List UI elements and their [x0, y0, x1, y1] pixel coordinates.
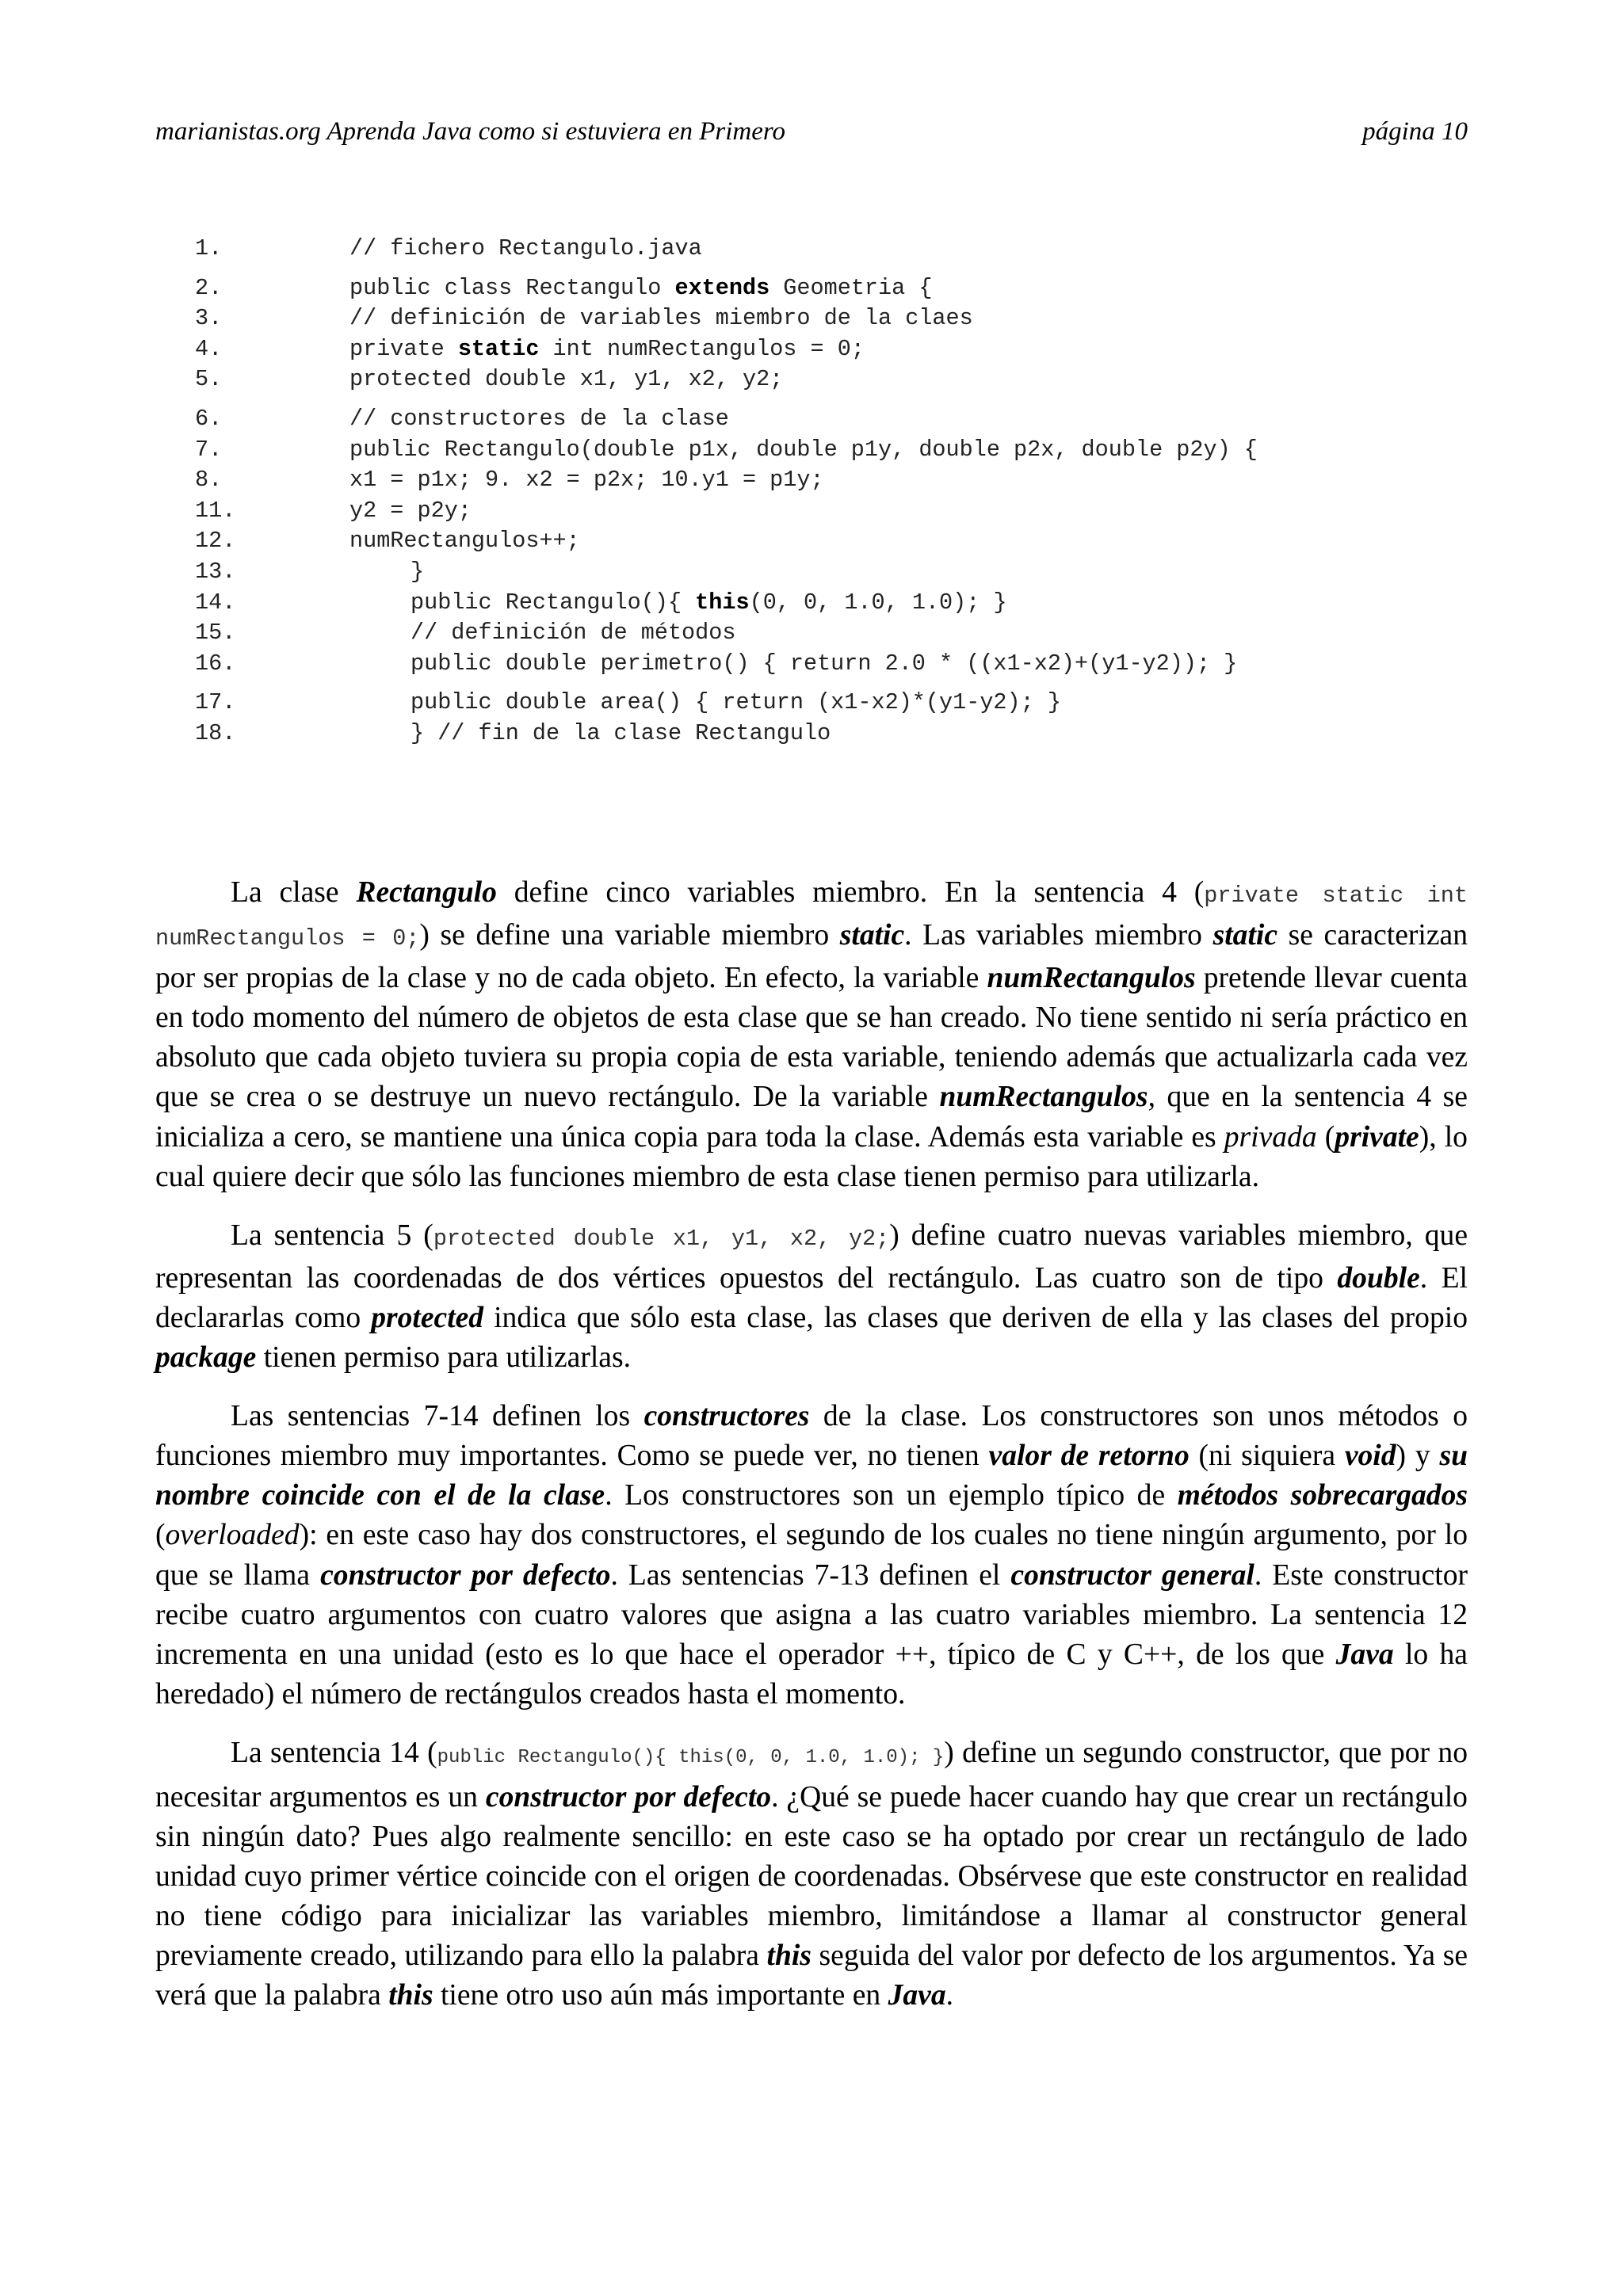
code-keyword: this [695, 589, 750, 616]
code-line-number: 8. [195, 467, 223, 494]
inline-code: public Rectangulo(){ this(0, 0, 1.0, 1.0); } [437, 1746, 945, 1768]
emphasis-term: private [1335, 1120, 1419, 1154]
text-run: pretende llevar cuenta en todo momento del número de objetos de esta clase que se han creado. No tiene sentido ni sería práctico en absoluto que cada objeto tuviera su propia copia de esta variable, teniendo además que actualizarla cada vez que se crea o se destruye un nuevo rectángulo. De la variable [155, 962, 1468, 1114]
code-line-source [411, 557, 424, 588]
code-keyword: extends [674, 274, 770, 301]
text-run: . Los constructores son un ejemplo típico de [605, 1479, 1178, 1512]
code-line [195, 526, 1479, 557]
code-line-number: 3. [195, 305, 223, 332]
text-run: . Este constructor recibe cuatro argumentos con cuatro valores que asigna a las cuatro variables miembro. La sentencia 12 incrementa en una unidad (esto es lo que hace el operador ++, típico de C y C++, de los que [155, 1558, 1468, 1671]
text-run: . Las sentencias 7-13 definen el [610, 1558, 1011, 1592]
text-run: seguida del valor por defecto de los argumentos. Ya se verá que la palabra [155, 1939, 1468, 2012]
code-text: (0, 0, 1.0, 1.0); } [749, 589, 1007, 616]
page-header [155, 117, 1468, 152]
inline-code: protected double x1, y1, x2, y2; [433, 1225, 890, 1252]
code-line-number: 11. [195, 497, 236, 524]
code-listing [195, 234, 1479, 749]
code-text: public double perimetro() { return 2.0 * ((x1-x2)+(y1-y2)); } [411, 650, 1238, 677]
emphasis-term: double [1337, 1261, 1420, 1295]
code-line-number: 1. [195, 235, 223, 261]
code-text: x1 = p1x; 9. x2 = p2x; 10.y1 = p1y; [349, 467, 824, 494]
emphasis-term: constructor general [1010, 1558, 1254, 1592]
paragraph [155, 1397, 1468, 1714]
code-text: numRectangulos++; [349, 528, 580, 555]
code-line-number: 7. [195, 436, 223, 463]
emphasis-term: numRectangulos [987, 962, 1196, 995]
code-line-source [349, 273, 932, 304]
code-text: public class Rectangulo [349, 274, 675, 301]
emphasis-term: su nombre coincide con el de la clase [155, 1440, 1468, 1512]
emphasis-term: constructor por defecto [485, 1780, 772, 1814]
text-run: . [945, 1979, 954, 2012]
emphasis-term: métodos sobrecargados [1177, 1479, 1468, 1512]
code-text: y2 = p2y; [349, 497, 472, 524]
code-line-number: 16. [195, 650, 236, 677]
text-run: se caracterizan por ser propias de la clase y no de cada objeto. En efecto, la variable [155, 919, 1468, 995]
text-run: Las sentencias 7-14 definen los [231, 1400, 644, 1433]
text-run: . ¿Qué se puede hacer cuando hay que crear un rectángulo sin ningún dato? Pues algo realmente sencillo: en este caso se ha optado por crear un rectángulo de lado unidad cuyo primer vértice coincide con el origen de coordenadas. Obsérvese que este constructor en realidad no tiene código para inicializar las variables miembro, limitándose a llamar al constructor general previamente creado, utilizando para ello la palabra [155, 1780, 1468, 1973]
code-line-source [349, 404, 729, 435]
code-text: } [411, 558, 425, 585]
code-text: public Rectangulo(){ [411, 589, 696, 616]
code-line [195, 588, 1479, 619]
code-line [195, 334, 1479, 365]
code-line-source [349, 435, 1258, 466]
code-text: protected double x1, y1, x2, y2; [349, 366, 784, 393]
inline-code: private static int numRectangulos = 0; [155, 883, 1468, 952]
code-line-number: 12. [195, 528, 236, 555]
text-run: lo ha heredado) el número de rectángulos creados hasta el momento. [155, 1638, 1468, 1711]
text-run: tienen permiso para utilizarlas. [256, 1341, 631, 1375]
code-line-source [349, 303, 973, 334]
text-run: La clase [231, 876, 357, 909]
code-line-source [349, 364, 783, 395]
text-run: ( [1316, 1120, 1335, 1154]
code-line [195, 364, 1479, 395]
code-line-source [349, 526, 580, 557]
text-run: . El declararlas como [155, 1261, 1468, 1334]
text-run: (ni siquiera [1189, 1440, 1345, 1473]
code-text: public double area() { return (x1-x2)*(y1-y2); } [411, 689, 1061, 716]
emphasis-term: constructor por defecto [320, 1558, 611, 1592]
text-run: ): en este caso hay dos constructores, el segundo de los cuales no tiene ningún argumento, por lo que se llama [155, 1519, 1468, 1592]
text-run: ) define un segundo constructor, que por no necesitar argumentos es un [155, 1736, 1468, 1814]
code-line-number: 5. [195, 366, 223, 393]
code-line-source [411, 719, 831, 749]
code-line-number: 15. [195, 620, 236, 646]
text-run: , que en la sentencia 4 se inicializa a cero, se mantiene una única copia para toda la clase. Además esta variable es [155, 1081, 1468, 1154]
text-run: . Las variables miembro [904, 919, 1213, 952]
code-line-source [411, 588, 1007, 619]
code-text: public Rectangulo(double p1x, double p1y, double p2x, double p2y) { [349, 436, 1258, 463]
emphasis-term: static [1212, 919, 1278, 952]
code-line [195, 496, 1479, 527]
code-line-source [411, 649, 1237, 680]
code-line-number: 14. [195, 589, 236, 616]
text-run: de la clase. Los constructores son unos métodos o funciones miembro muy importantes. Como se puede ver, no tienen [155, 1400, 1468, 1473]
code-text: // definición de métodos [411, 620, 736, 646]
text-run: ) define cuatro nuevas variables miembro, que representan las coordenadas de dos vértices opuestos del rectángulo. Las cuatro son de tipo [155, 1219, 1468, 1295]
text-run: ), lo cual quiere decir que sólo las funciones miembro de esta clase tienen permiso para utilizarla. [155, 1120, 1468, 1193]
code-text: // definición de variables miembro de la claes [349, 305, 973, 332]
text-run: define cinco variables miembro. En la sentencia 4 ( [496, 876, 1205, 909]
code-line [195, 273, 1479, 304]
code-line-source [411, 688, 1061, 719]
code-text: int numRectangulos = 0; [539, 335, 865, 362]
italic-term: overloaded [165, 1519, 300, 1552]
body-text [155, 873, 1468, 2035]
code-line-source [349, 334, 865, 365]
text-run: ) se define una variable miembro [419, 919, 840, 952]
emphasis-term: protected [371, 1301, 484, 1334]
paragraph [155, 873, 1468, 1197]
emphasis-term: this [388, 1979, 433, 2012]
text-run: ( [155, 1519, 166, 1552]
code-line-number: 2. [195, 274, 223, 301]
emphasis-term: package [155, 1341, 257, 1375]
emphasis-term: Java [888, 1979, 946, 2012]
code-text: Geometria { [769, 274, 933, 301]
code-line [195, 234, 1479, 265]
code-line [195, 435, 1479, 466]
code-line [195, 404, 1479, 435]
code-line [195, 649, 1479, 680]
code-line [195, 719, 1479, 749]
italic-term: privada [1224, 1120, 1317, 1154]
code-line-number: 6. [195, 405, 223, 432]
emphasis-term: constructores [643, 1400, 810, 1433]
code-line-source [349, 465, 824, 496]
code-line-source [349, 234, 702, 265]
text-run: La sentencia 5 ( [231, 1219, 433, 1252]
emphasis-term: numRectangulos [939, 1081, 1148, 1114]
code-line-number: 13. [195, 558, 236, 585]
code-text: } // fin de la clase Rectangulo [411, 719, 831, 746]
text-run: indica que sólo esta clase, las clases que deriven de ella y las clases del propio [483, 1301, 1468, 1334]
paragraph [155, 1733, 1468, 2016]
emphasis-term: Java [1335, 1638, 1394, 1671]
code-text: // fichero Rectangulo.java [349, 235, 702, 261]
emphasis-term: static [839, 919, 905, 952]
emphasis-term: Rectangulo [356, 876, 497, 909]
header-title: marianistas.org Aprenda Java como si estuviera en Primero [155, 117, 785, 146]
emphasis-term: this [766, 1939, 812, 1973]
code-text: // constructores de la clase [349, 405, 729, 432]
code-line [195, 618, 1479, 649]
text-run: ) y [1396, 1440, 1440, 1473]
code-line-number: 4. [195, 335, 223, 362]
code-line [195, 465, 1479, 496]
code-line [195, 303, 1479, 334]
page-number: página 10 [1362, 117, 1468, 146]
code-line-source [349, 496, 472, 527]
emphasis-term: valor de retorno [988, 1440, 1190, 1473]
code-line-number: 17. [195, 689, 236, 716]
code-line [195, 557, 1479, 588]
code-text: private [349, 335, 458, 362]
code-keyword: static [457, 335, 540, 362]
text-run: La sentencia 14 ( [231, 1736, 437, 1769]
paragraph [155, 1216, 1468, 1378]
emphasis-term: void [1344, 1440, 1396, 1473]
code-line-number: 18. [195, 719, 236, 746]
code-line [195, 688, 1479, 719]
text-run: tiene otro uso aún más importante en [433, 1979, 888, 2012]
code-line-source [411, 618, 735, 649]
